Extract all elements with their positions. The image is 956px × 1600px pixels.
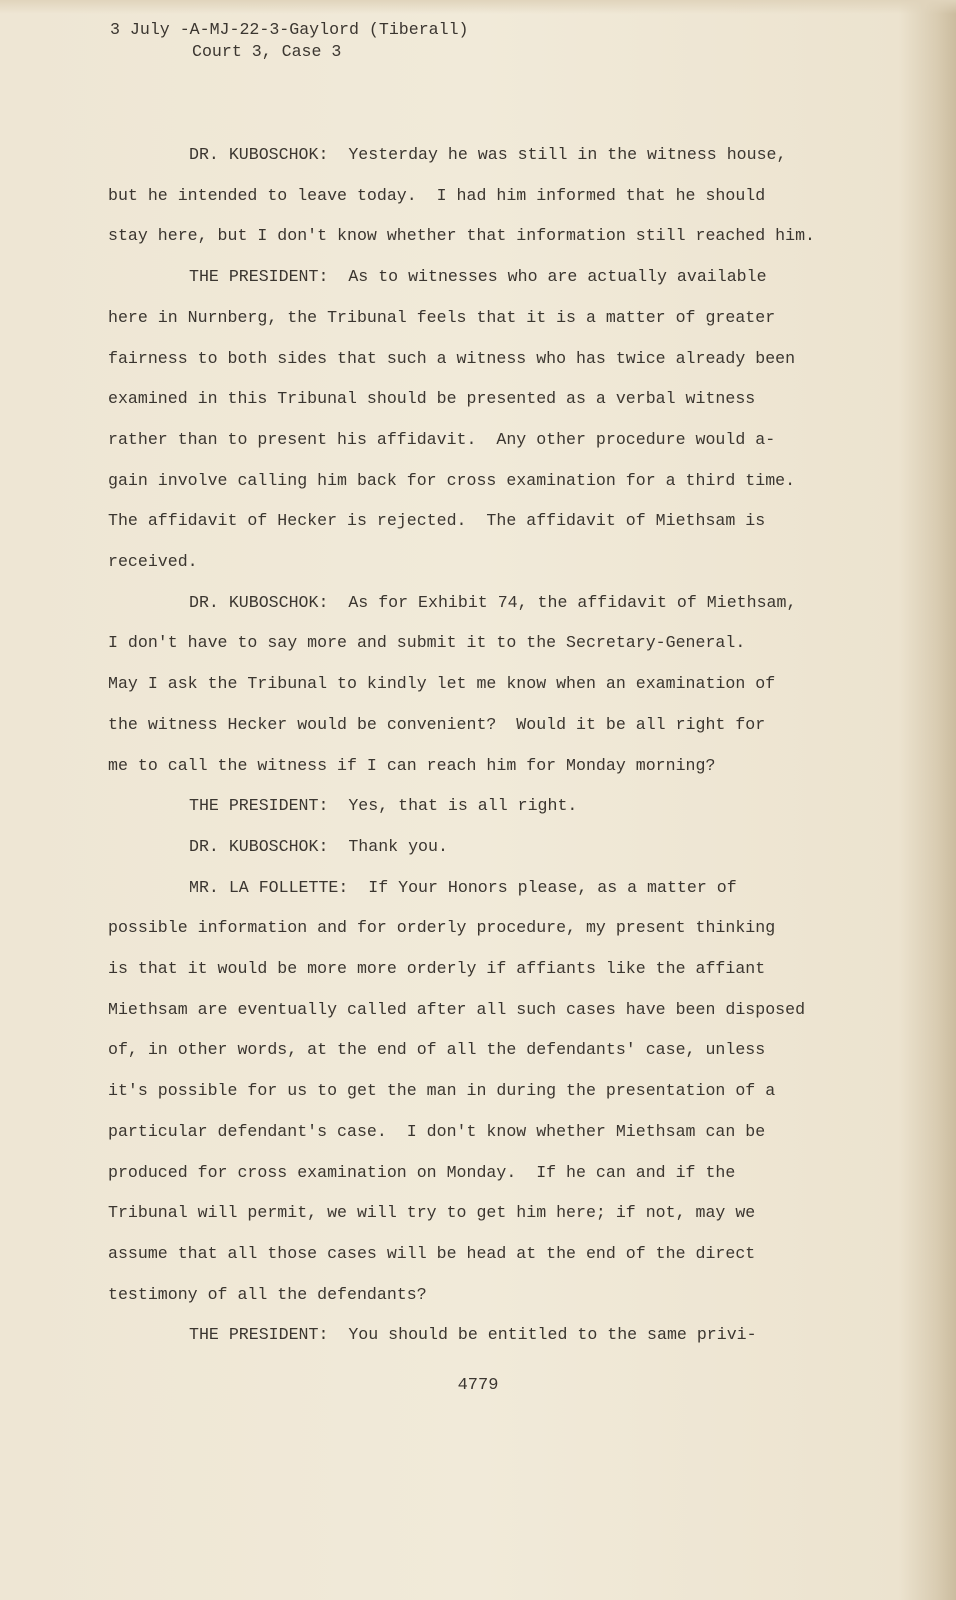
transcript-line: MR. LA FOLLETTE: If Your Honors please, as a matter of [189,877,737,897]
transcript-line: gain involve calling him back for cross examination for a third time. [108,470,796,490]
transcript-line: particular defendant's case. I don't know whether Miethsam can be [108,1121,766,1141]
transcript-line: DR. KUBOSCHOK: As for Exhibit 74, the affidavit of Miethsam, [189,592,797,612]
header-line-2: Court 3, Case 3 [192,42,342,61]
transcript-line: The affidavit of Hecker is rejected. The affidavit of Miethsam is [108,511,766,531]
transcript-line: fairness to both sides that such a witness who has twice already been [108,348,796,368]
transcript-line: possible information and for orderly procedure, my present thinking [108,918,776,938]
transcript-line: THE PRESIDENT: Yes, that is all right. [189,796,578,816]
transcript-line: THE PRESIDENT: As to witnesses who are actually available [189,267,767,287]
transcript-line: THE PRESIDENT: You should be entitled to the same privi- [189,1325,757,1345]
transcript-line: Tribunal will permit, we will try to get him here; if not, may we [108,1203,756,1223]
transcript-line: assume that all those cases will be head at the end of the direct [108,1243,756,1263]
transcript-line: produced for cross examination on Monday. If he can and if the [108,1162,736,1182]
transcript-line: I don't have to say more and submit it to the Secretary-General. [108,633,746,653]
transcript-line: of, in other words, at the end of all the defendants' case, unless [108,1040,766,1060]
transcript-line: me to call the witness if I can reach him for Monday morning? [108,755,716,775]
transcript-line: testimony of all the defendants? [108,1284,427,1304]
transcript-line: but he intended to leave today. I had him informed that he should [108,185,766,205]
transcript-line: the witness Hecker would be convenient? Would it be all right for [108,714,766,734]
transcript-line: Miethsam are eventually called after all such cases have been disposed [108,999,806,1019]
transcript-line: here in Nurnberg, the Tribunal feels that it is a matter of greater [108,307,776,327]
page-number: 4779 [457,1376,499,1395]
transcript-line: received. [108,552,198,571]
transcript-line: stay here, but I don't know whether that information still reached him. [108,226,816,246]
transcript-line: is that it would be more more orderly if affiants like the affiant [108,959,766,978]
header-line-1: 3 July -A-MJ-22-3-Gaylord (Tiberall) [110,20,469,39]
transcript-line: it's possible for us to get the man in during the presentation of a [108,1081,776,1101]
transcript-line: examined in this Tribunal should be presented as a verbal witness [108,389,756,409]
transcript-line: DR. KUBOSCHOK: Thank you. [189,836,448,856]
transcript-line: rather than to present his affidavit. Any other procedure would a- [108,429,776,449]
transcript-line: May I ask the Tribunal to kindly let me know when an examination of [108,674,776,694]
paper-edge-shadow [0,0,956,14]
transcript-line: DR. KUBOSCHOK: Yesterday he was still in the witness house, [189,145,787,164]
